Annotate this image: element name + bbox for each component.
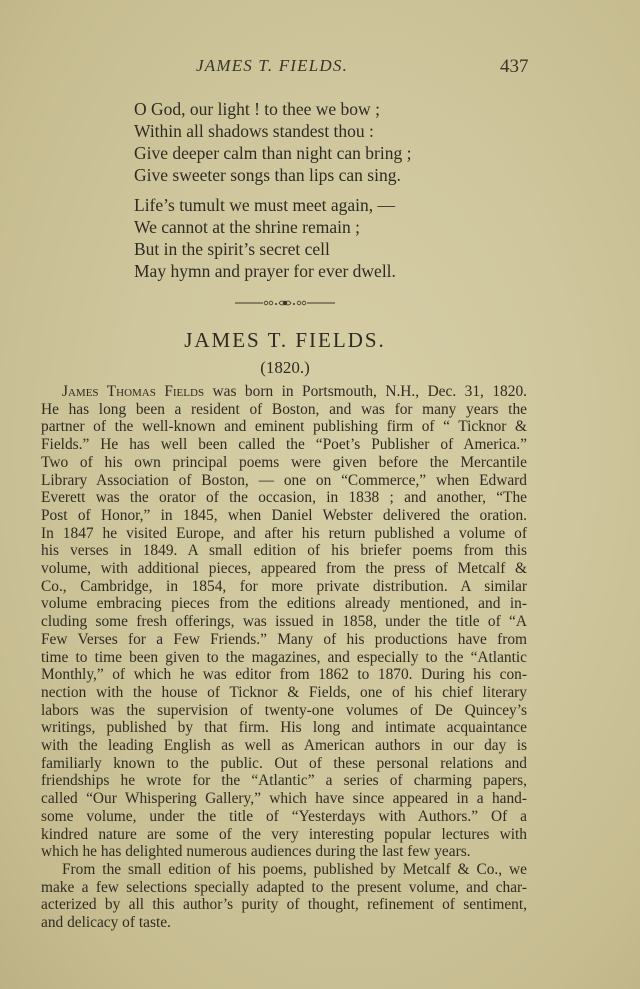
section-year: (1820.) (260, 358, 310, 377)
stanza (134, 98, 411, 186)
prose-line: his verses in 1849. A small edition of his briefer poems from this (41, 542, 527, 560)
prose-line: friendships he wrote for the “Atlantic” a series of charming papers, (41, 772, 527, 790)
prose-line: familiarly known to the public. Out of these personal relations and (41, 754, 527, 772)
prose-line: volume embracing pieces from the editions already mentioned, and in- (41, 595, 527, 613)
verse-line: But in the spirit’s secret cell (134, 239, 330, 259)
running-title: JAMES T. FIELDS. (196, 56, 349, 75)
prose-line: Fields.” He has well been called the “Poet’s Publisher of America.” (41, 436, 527, 454)
prose-line: time to time been given to the magazines, and especially to the “Atlantic (41, 648, 527, 666)
verse-line: May hymn and prayer for ever dwell. (134, 261, 396, 281)
poem-excerpt (134, 98, 411, 290)
biography-text (41, 383, 527, 932)
prose-line: labors was the supervision of twenty-one volumes of De Quincey’s (41, 701, 527, 719)
verse-line: Within all shadows standest thou : (134, 121, 374, 141)
lead-name: James Thomas Fields (62, 383, 205, 400)
prose-line: nection with the house of Ticknor & Fields, one of his chief literary (41, 683, 527, 701)
running-head (0, 56, 640, 82)
prose-line (41, 383, 527, 401)
prose-line: which he has delighted numerous audiences during the last few years. (41, 843, 471, 861)
prose-line: volume, with additional pieces, appeared from the press of Metcalf & (41, 560, 527, 578)
prose-line: with the leading English as well as American authors in our day is (41, 737, 527, 755)
verse-line: Give sweeter songs than lips can sing. (134, 165, 401, 185)
prose-line: called “Our Whispering Gallery,” which have since appeared in a hand- (41, 790, 527, 808)
prose-line: make a few selections specially adapted to the present volume, and char- (41, 878, 527, 896)
prose-line: Few Verses for a Few Friends.” Many of his productions have from (41, 630, 527, 648)
section-title: JAMES T. FIELDS. (184, 328, 386, 352)
prose-line: partner of the well-known and eminent publishing firm of “ Ticknor & (41, 418, 527, 436)
prose-line: From the small edition of his poems, published by Metcalf & Co., we (62, 860, 527, 878)
prose-line: kindred nature are some of the very interesting popular lectures with (41, 825, 527, 843)
prose-line: Two of his own principal poems were given before the Mercantile (41, 453, 527, 471)
verse-line: Give deeper calm than night can bring ; (134, 143, 412, 163)
prose-line: Co., Cambridge, in 1854, for more private distribution. A similar (41, 577, 527, 595)
page-number: 437 (500, 56, 529, 77)
verse-line: We cannot at the shrine remain ; (134, 217, 361, 237)
prose-line: and delicacy of taste. (41, 914, 171, 932)
lead-text: was born in Portsmouth, N.H., Dec. 31, 1820. (204, 383, 527, 400)
prose-line: acterized by all this author’s purity of thought, refinement of sentiment, (41, 896, 527, 914)
stanza (134, 194, 411, 282)
prose-line: He has long been a resident of Boston, and was for many years the (41, 400, 527, 418)
prose-line: Everett was the orator of the occasion, in 1838 ; and another, “The (41, 489, 527, 507)
decorative-divider-icon (235, 298, 335, 308)
prose-line: some volume, under the title of “Yesterdays with Authors.” Of a (41, 807, 527, 825)
prose-line: Post of Honor,” in 1845, when Daniel Webster delivered the oration. (41, 506, 527, 524)
verse-line: O God, our light ! to thee we bow ; (134, 99, 380, 119)
prose-line: writings, published by that firm. His long and intimate acquaintance (41, 719, 527, 737)
prose-line: cluding some fresh offerings, was issued in 1858, under the title of “A (41, 613, 527, 631)
verse-line: Life’s tumult we must meet again, — (134, 195, 395, 215)
prose-line: In 1847 he visited Europe, and after his return published a volume of (41, 524, 527, 542)
prose-line: Library Association of Boston, — one on “Commerce,” when Edward (41, 471, 527, 489)
prose-line: Monthly,” of which he was editor from 1862 to 1870. During his con- (41, 666, 527, 684)
